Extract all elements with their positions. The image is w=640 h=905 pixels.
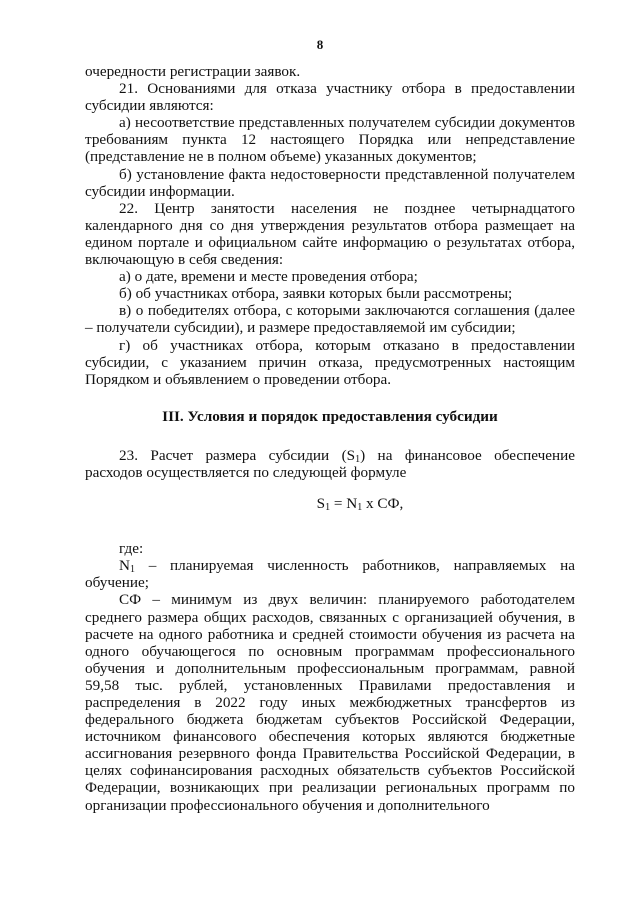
paragraph-22a: а) о дате, времени и месте проведения отбора; bbox=[119, 268, 418, 286]
paragraph-22g: г) об участниках отбора, которым отказано в предоставлении субсидии, с указанием причин отказа, предусмотренных настоящим Порядком и объявлением о проведении отбора. bbox=[85, 336, 575, 388]
formula bbox=[145, 495, 575, 512]
paragraph-23-text-a: 23. Расчет размера субсидии (S bbox=[119, 446, 356, 464]
document-body bbox=[85, 63, 575, 814]
paragraph-22: 22. Центр занятости населения не позднее четырнадцатого календарного дня со дня утверждения результатов отбора размещает на едином портале и официальном сайте информацию о результатах отбора, включающую в себя сведения: bbox=[85, 199, 575, 269]
formula-mid: = N bbox=[330, 495, 358, 513]
formula-n-subscript: 1 bbox=[357, 502, 363, 514]
paragraph-21b: б) установление факта недостоверности представленной получателем субсидии информации. bbox=[85, 165, 575, 200]
paragraph-21a: а) несоответствие представленных получателем субсидии документов требованиям пункта 12 настоящего Порядка или непредставление (представление не в полном объеме) указанных документов; bbox=[85, 114, 575, 166]
subscript: 1 bbox=[355, 453, 361, 465]
paragraph-22b: б) об участниках отбора, заявки которых были рассмотрены; bbox=[119, 285, 513, 303]
page-number: 8 bbox=[316, 37, 324, 52]
n1-definition: – планируемая численность работников, направляемых на обучение; bbox=[85, 557, 575, 592]
paragraph-23-text-b: ) на финансовое обеспечение расходов осуществляется по следующей формуле bbox=[85, 446, 575, 481]
paragraph-n1 bbox=[85, 557, 575, 591]
formula-s: S bbox=[316, 495, 326, 513]
section-heading: III. Условия и порядок предоставления субсидии bbox=[162, 407, 498, 425]
n1-symbol: N bbox=[119, 557, 130, 575]
paragraph-23 bbox=[85, 447, 575, 481]
paragraph-22v: в) о победителях отбора, с которыми заключаются соглашения (далее – получатели субсидии), и размере предоставляемой им субсидии; bbox=[85, 302, 575, 337]
paragraph-sf: СФ – минимум из двух величин: планируемого работодателем среднего размера общих расходов, связанных с организацией обучения, в расчете на одного работника и средней стоимости обучения из расчета на одного обучающегося по основным программам профессионального обучения и дополнительным профессиональным программам, равной 59,58 тыс. рублей, установленных Правилами предоставления и распределения в 2022 году иных межбюджетных трансфертов из федерального бюджета бюджетам субъектов Российской Федерации, источником финансового обеспечения которых являются бюджетные ассигнования резервного фонда Правительства Российской Федерации, в целях софинансирования расходных обязательств субъектов Российской Федерации, возникающих при реализации региональных программ по организации профессионального обучения и дополнительного bbox=[85, 591, 575, 814]
paragraph-21: 21. Основаниями для отказа участнику отбора в предоставлении субсидии являются: bbox=[85, 80, 575, 115]
formula-s-subscript: 1 bbox=[325, 502, 331, 514]
formula-end: x СФ, bbox=[362, 495, 404, 513]
paragraph-where: где: bbox=[119, 540, 144, 558]
paragraph-continuation: очередности регистрации заявок. bbox=[85, 63, 301, 80]
n1-subscript: 1 bbox=[129, 564, 135, 576]
